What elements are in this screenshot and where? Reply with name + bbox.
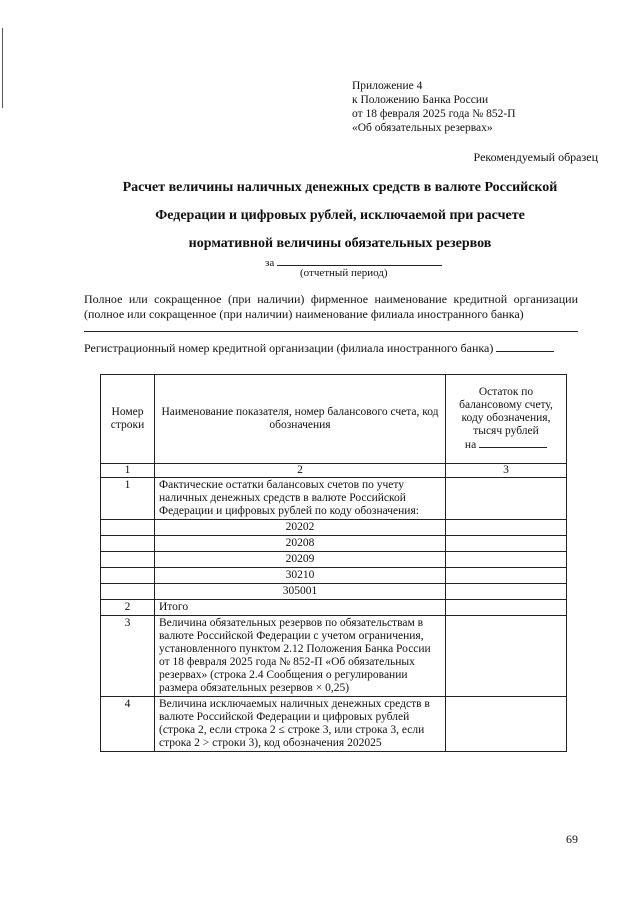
row-text: Фактические остатки балансовых счетов по учету наличных денежных средств в валюте Российской Федерации и цифровых рублей по коду обозначения: (155, 478, 446, 520)
account-row (101, 552, 567, 568)
sample-label: Рекомендуемый образец (473, 150, 598, 164)
row-number (101, 552, 155, 568)
page-number: 69 (566, 832, 578, 846)
appendix-line: Приложение 4 (352, 80, 423, 92)
value-cell (446, 552, 567, 568)
period-hint: (отчетный период) (300, 267, 388, 279)
value-cell (446, 478, 567, 520)
account-row (101, 520, 567, 536)
row-number (101, 536, 155, 552)
column-number: 2 (155, 464, 446, 478)
value-cell (446, 584, 567, 600)
header-row-number: Номер строки (101, 375, 155, 464)
period-blank (277, 256, 442, 266)
row-number (101, 520, 155, 536)
value-cell (446, 568, 567, 584)
header-indicator-name: Наименование показателя, номер балансового счета, код обозначения (155, 375, 446, 464)
row-number (101, 584, 155, 600)
margin-mark (2, 28, 3, 108)
reg-number-blank (496, 342, 554, 352)
row-number (101, 568, 155, 584)
appendix-line: к Положению Банка России (352, 94, 489, 106)
table-row (101, 600, 567, 616)
account-row (101, 584, 567, 600)
row-number: 2 (101, 600, 155, 616)
title-line: Расчет величины наличных денежных средств в валюте Российской (122, 180, 558, 195)
account-code: 305001 (155, 584, 446, 600)
table-row (101, 478, 567, 520)
appendix-line: «Об обязательных резервах» (352, 122, 493, 134)
column-number: 3 (446, 464, 567, 478)
account-code: 20208 (155, 536, 446, 552)
row-text: Итого (155, 600, 446, 616)
org-name-line (84, 331, 578, 332)
calc-table (100, 374, 567, 752)
row-number: 4 (101, 697, 155, 752)
account-code: 30210 (155, 568, 446, 584)
value-cell (446, 616, 567, 697)
table-row (101, 697, 567, 752)
appendix-header (352, 79, 516, 135)
account-row (101, 536, 567, 552)
row-text: Величина исключаемых наличных денежных средств в валюте Российской Федерации и цифровых рублей (строка 2, если строка 2 ≤ строке 3, или строка 3, если строка 2 > строки 3), код обозначения 202025 (155, 697, 446, 752)
account-code: 20202 (155, 520, 446, 536)
period-prefix: за (265, 257, 275, 269)
row-number: 1 (101, 478, 155, 520)
value-cell (446, 600, 567, 616)
header-balance-date (450, 438, 562, 452)
table-header-row (101, 375, 567, 464)
title-line: Федерации и цифровых рублей, исключаемой при расчете (155, 208, 525, 223)
reg-number-label: Регистрационный номер кредитной организации (филиала иностранного банка) (84, 341, 494, 355)
appendix-line: от 18 февраля 2025 года № 852-П (352, 108, 516, 120)
table-row (101, 616, 567, 697)
account-code: 20209 (155, 552, 446, 568)
header-balance-text: Остаток по балансовому счету, коду обозначения, тысяч рублей (459, 386, 553, 437)
header-balance-suffix: на (464, 439, 477, 451)
column-number-row (101, 464, 567, 478)
row-number: 3 (101, 616, 155, 697)
value-cell (446, 536, 567, 552)
account-row (101, 568, 567, 584)
document-title (100, 174, 580, 258)
date-blank (479, 438, 547, 448)
reg-number-field (84, 341, 554, 356)
org-name-text: Полное или сокращенное (при наличии) фирменное наименование кредитной организации (полное или сокращенное (при наличии) наименование филиала иностранного банка) (84, 292, 578, 321)
title-line: нормативной величины обязательных резервов (188, 236, 492, 251)
value-cell (446, 697, 567, 752)
header-balance (446, 375, 567, 464)
row-text: Величина обязательных резервов по обязательствам в валюте Российской Федерации с учетом ограничения, установленного пунктом 2.12 Положения Банка России от 18 февраля 2025 года № 852-П «Об обязательных резервах» (строка 2.4 Сообщения о регулировании размера обязательных резервов × 0,25) (155, 616, 446, 697)
value-cell (446, 520, 567, 536)
column-number: 1 (101, 464, 155, 478)
